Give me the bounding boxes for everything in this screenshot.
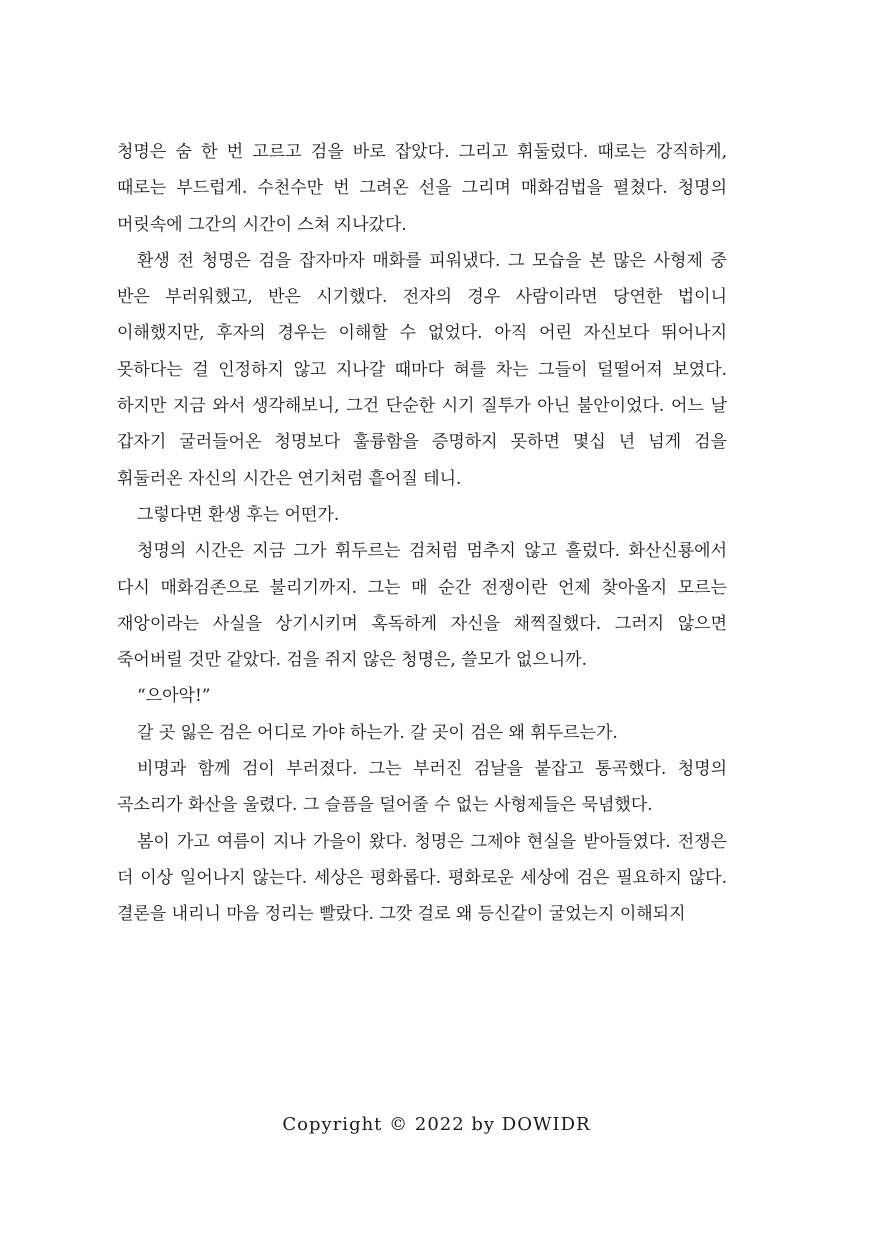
paragraph: 청명의 시간은 지금 그가 휘두르는 검처럼 멈추지 않고 흘렀다. 화산신룡에서 다시 매화검존으로 불리기까지. 그는 매 순간 전쟁이란 언제 찾아올지 모르는 재앙이라는 사실을 상기시키며 혹독하게 자신을 채찍질했다. 그러지 않으면 죽어버릴 것만 같았다. 검을 쥐지 않은 청명은, 쓸모가 없으니까. xyxy=(117,541,727,671)
dialogue-line: “으아악!” xyxy=(137,686,211,707)
paragraph: 갈 곳 잃은 검은 어디로 가야 하는가. 갈 곳이 검은 왜 휘두르는가. xyxy=(137,722,618,743)
paragraph: 그렇다면 환생 후는 어떤가. xyxy=(137,504,340,525)
copyright-footer: Copyright © 2022 by DOWIDR xyxy=(282,1114,591,1135)
paragraph: 환생 전 청명은 검을 잡자마자 매화를 피워냈다. 그 모습을 본 많은 사형제 중 반은 부러워했고, 반은 시기했다. 전자의 경우 사람이라면 당연한 법이니 이해했지만, 후자의 경우는 이해할 수 없었다. 아직 어린 자신보다 뛰어나지 못하다는 걸 인정하지 않고 지나갈 때마다 혀를 차는 그들이 덜떨어져 보였다. 하지만 지금 와서 생각해보니, 그건 단순한 시기 질투가 아닌 불안이었다. 어느 날 갑자기 굴러들어온 청명보다 훌륭함을 증명하지 못하면 몇십 년 넘게 검을 휘둘러온 자신의 시간은 연기처럼 흩어질 테니. xyxy=(117,250,727,489)
paragraph: 비명과 함께 검이 부러졌다. 그는 부러진 검날을 붙잡고 통곡했다. 청명의 곡소리가 화산을 울렸다. 그 슬픔을 덜어줄 수 없는 사형제들은 묵념했다. xyxy=(117,759,727,816)
paragraph: 봄이 가고 여름이 지나 가을이 왔다. 청명은 그제야 현실을 받아들였다. 전쟁은 더 이상 일어나지 않는다. 세상은 평화롭다. 평화로운 세상에 검은 필요하지 않다. 결론을 내리니 마음 정리는 빨랐다. 그깟 걸로 왜 등신같이 굴었는지 이해되지 xyxy=(117,831,727,925)
paragraph: 청명은 숨 한 번 고르고 검을 바로 잡았다. 그리고 휘둘렀다. 때로는 강직하게, 때로는 부드럽게. 수천수만 번 그려온 선을 그리며 매화검법을 펼쳤다. 청명의 머릿속에 그간의 시간이 스쳐 지나갔다. xyxy=(117,142,727,235)
body-text xyxy=(117,134,727,933)
